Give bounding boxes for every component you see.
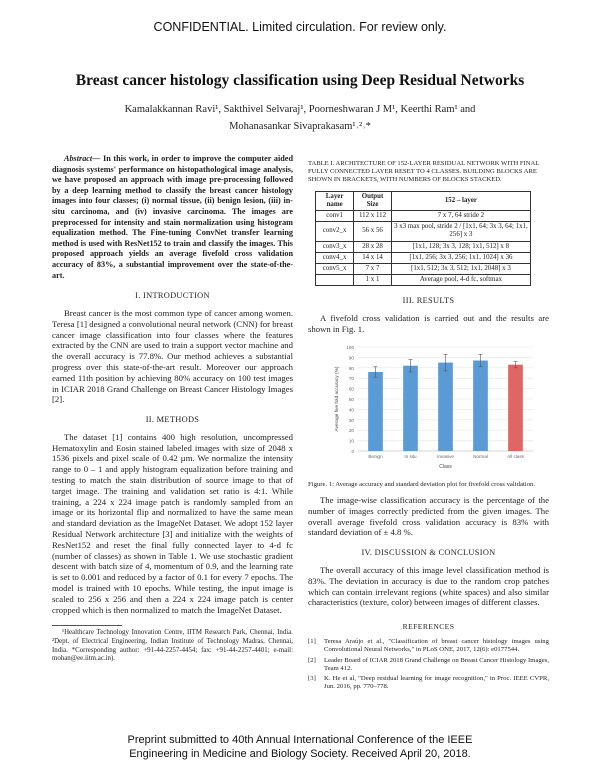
figure-caption: Figure. 1: Average accuracy and standard deviation plot for fivefold cross validation.: [308, 480, 535, 488]
architecture-table: [315, 191, 531, 287]
y-tick-label: 50: [348, 396, 354, 402]
accuracy-chart-container: [308, 339, 549, 479]
affiliation-footnote: ¹Healthcare Technology Innovation Centre, IITM Research Park, Chennai, India. ²Dept. of Electrical Engineering, Indian Institute of Technology Madras, Chennai, India. *Corresponding author: +91-44-2257-4454; fax: +91-44-2257-4401; e-mail: mohan@ee.iitm.ac.in).: [52, 629, 293, 663]
bar-all-class: [508, 365, 523, 451]
table-cell: 7 x 7: [354, 264, 392, 275]
reference-text: Teresa Araújo et al., "Classification of breast cancer histology images using Convolutional Neural Networks," in PLoS ONE, 2017, 12(6): e0177544.: [324, 638, 549, 654]
bar-invasive: [438, 362, 453, 450]
introduction-heading: I. INTRODUCTION: [135, 291, 210, 301]
table-cell: conv2_x: [316, 222, 354, 241]
authors-line-1: Kamalakkannan Ravi¹, Sakthivel Selvaraj¹, Poorneshwaran J M¹, Keerthi Ram¹ and: [124, 104, 476, 115]
table-header-cell: 152 – layer: [391, 191, 530, 210]
reference-number: [3]: [308, 675, 316, 683]
table-cell: conv1: [316, 211, 354, 222]
y-tick-label: 80: [348, 365, 354, 371]
table-cell: [1x1, 512; 3x 3, 512; 1x1, 2048] x 3: [391, 264, 530, 275]
table-cell: 7 x 7, 64 stride 2: [391, 211, 530, 222]
table-cell: conv5_x: [316, 264, 354, 275]
table-cell: [1x1, 128; 3x 3, 128; 1x1, 512] x 8: [391, 241, 530, 252]
methods-text: The dataset [1] contains 400 high resolution, uncompressed Hematoxylin and Eosin stained labeled images with size of 2048 x 1536 pixels and pixel scale of 0.42 µm. We normalize the intensity range to 0 – 1 and apply histogram equalization before training and testing to match the stain distribution of source image to that of target image. The training and validation set ratio is 4:1. While training, a 224 x 224 image patch is randomly sampled from an image or its horizontal flip and normalized to have the same mean and standard deviation as the ImageNet Dataset. We adopt 152 layer Residual Network architecture [3] and initialize with the weights of ResNet152 and reset the final fully connected layer to 4-d fc (number of classes) as shown in Table 1. We use stochastic gradient descent with batch size of 4, momentum of 0.9, and the learning rate is set to 0.001 and reduced by a factor of 0.1 for every 7 epochs. The model is trained with 10 epochs. While testing, the input image is scaled to 256 x 256 and then a 224 x 224 image patch is center cropped which is then normalized to match the ImageNet Dataset.: [52, 431, 293, 615]
x-tick-label: All class: [507, 453, 524, 459]
table-cell: [316, 275, 354, 286]
y-tick-label: 100: [346, 344, 354, 350]
table-row: [316, 222, 531, 241]
results-text: A fivefold cross validation is carried out and the results are shown in Fig. 1.: [308, 313, 549, 335]
reference-number: [1]: [308, 638, 316, 645]
reference-item: [308, 675, 549, 692]
author-list: [60, 101, 540, 135]
reference-item: [308, 638, 549, 655]
table-header-row: [316, 191, 531, 210]
discussion-heading: IV. DISCUSSION & CONCLUSION: [361, 548, 496, 558]
table-caption: TABLE I. ARCHITECTURE OF 152-LAYER RESIDUAL NETWORK WITH FINAL FULLY CONNECTED LAYER RESET TO 4 CLASSES. BUILDING BLOCKS ARE SHOWN IN BRACKETS, WITH NUMBERS OF BLOCKS STACKED.: [308, 160, 540, 184]
introduction-text: Breast cancer is the most common type of cancer among women. Teresa [1] designed a convolutional neural network (CNN) for breast cancer image classification into four classes where the features extracted by the CNN are used to train a support vector machine and the overall accuracy is 77.8%. Our method achieves a substantial progress over this state-of-the-art result. Moreover our approach earned 11th position by achieving 80% accuracy on 100 test images in ICIAR 2018 Grand Challenge on Breast Cancer Histology Images [2].: [52, 307, 293, 405]
abstract-body: In this work, in order to improve the computer aided diagnosis systems' performance on histopathological image analysis, we have proposed an approach with image pre-processing followed by a deep learning method to classify the breast cancer histology images into four classes; (i) normal tissue, (ii) benign lesion, (iii) in-situ carcinoma, and (iv) invasive carcinoma. The images are preprocessed for intensity and stain normalization using histogram equalization method. The Fine-tuning ConvNet transfer learning method is used with ResNet152 to train and classify the images. This proposed approach yields an average fivefold cross validation accuracy of 83%, a substantial improvement over the state-of-the-art.: [52, 154, 293, 280]
table-cell: 112 x 112: [354, 211, 392, 222]
table-header-cell: Layer name: [316, 191, 354, 210]
table-cell: 56 x 56: [354, 222, 392, 241]
reference-number: [2]: [308, 656, 316, 664]
x-tick-label: Benign: [368, 453, 383, 459]
table-row: [316, 264, 531, 275]
methods-heading: II. METHODS: [145, 415, 200, 425]
y-tick-label: 30: [348, 417, 354, 423]
authors-line-2: Mohanasankar Sivaprakasam¹˒²˒*: [229, 121, 371, 132]
references-heading: REFERENCES: [402, 622, 455, 632]
table-cell: conv4_x: [316, 252, 354, 263]
abstract-lead: Abstract—: [64, 154, 101, 163]
table-cell: 3 x3 max pool, stride 2 / [1x1, 64; 3x 3, 64; 1x1, 256] x 3: [391, 222, 530, 241]
right-column: [308, 160, 549, 694]
confidential-banner: CONFIDENTIAL. Limited circulation. For review only.: [153, 20, 447, 34]
table-header-cell: Output Size: [354, 191, 392, 210]
y-tick-label: 10: [348, 438, 354, 444]
x-tick-label: Normal: [473, 453, 488, 459]
reference-text: K. He et al, "Deep residual learning for image recognition," in Proc. IEEE CVPR, Jun. 2016, pp. 770–778.: [324, 675, 549, 691]
y-tick-label: 60: [348, 386, 354, 392]
results-heading: III. RESULTS: [402, 296, 455, 306]
x-tick-label: Invasive: [437, 453, 454, 459]
discussion-text: The overall accuracy of this image level classification method is 83%. The deviation in accuracy is due to the random crop patches which can contain irrelevant regions (white spaces) and also similar characteristics (texture, color) between images of different classes.: [308, 565, 549, 608]
y-tick-label: 70: [348, 376, 354, 382]
table-row: [316, 241, 531, 252]
paper-title: Breast cancer histology classification using Deep Residual Networks: [75, 72, 525, 89]
table-cell: Average pool, 4-d fc, softmax: [391, 275, 530, 286]
y-tick-label: 40: [348, 407, 354, 413]
table-row: [316, 211, 531, 222]
results-text-2: The image-wise classification accuracy is the percentage of the number of images correctly predicted from the given images. The overall average fivefold cross validation accuracy is 83% with standard deviation of ± 4.8 %.: [308, 495, 549, 538]
table-row: [316, 275, 531, 286]
left-column: [52, 154, 293, 664]
x-axis-label: Class: [439, 463, 452, 470]
y-tick-label: 0: [351, 448, 354, 454]
reference-item: [308, 657, 549, 674]
bar-normal: [473, 360, 488, 450]
table-cell: 14 x 14: [354, 252, 392, 263]
preprint-line-2: Engineering in Medicine and Biology Society. Received April 20, 2018.: [129, 748, 471, 760]
bar-in-situ: [403, 366, 418, 451]
table-cell: 28 x 28: [354, 241, 392, 252]
table-cell: [1x1, 256; 3x 3, 256; 1x1, 1024] x 36: [391, 252, 530, 263]
preprint-line-1: Preprint submitted to 40th Annual International Conference of the IEEE: [127, 734, 473, 746]
table-cell: conv3_x: [316, 241, 354, 252]
table-row: [316, 252, 531, 263]
bar-benign: [368, 372, 383, 451]
y-axis-label: Average five fold accuracy (%): [335, 366, 340, 432]
x-tick-label: In situ: [404, 453, 417, 459]
table-cell: 1 x 1: [354, 275, 392, 286]
y-tick-label: 90: [348, 355, 354, 361]
preprint-banner: [0, 733, 600, 761]
abstract: [52, 154, 293, 281]
reference-text: Leader Board of ICIAR 2018 Grand Challenge on Breast Cancer Histology Images, Team 412.: [324, 656, 549, 672]
accuracy-bar-chart: [308, 339, 549, 479]
y-tick-label: 20: [348, 428, 354, 434]
footnote-divider: [52, 625, 122, 626]
